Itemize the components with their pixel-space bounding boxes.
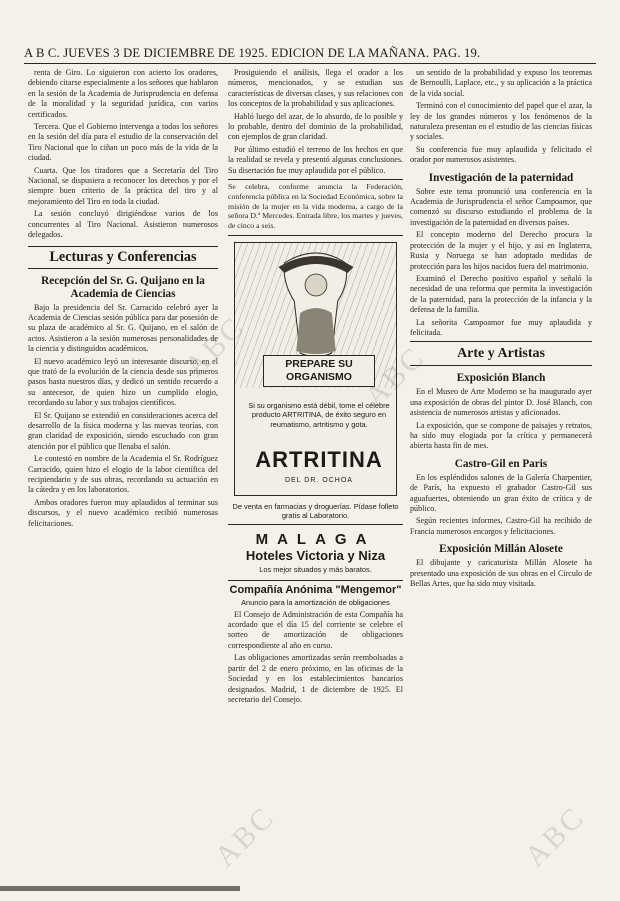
watermark: ABC — [208, 799, 282, 874]
notice-text: Se celebra, conforme anuncia la Federación, conferencia pública en la Sociedad Económica, sobre la misión de la mujer en la vida moderna, a cargo de la señora D.ª Mercedes. Entrada libre, los martes y jueves, de cinco a seis. — [228, 182, 403, 231]
header-rule — [24, 63, 596, 64]
column-1 — [28, 68, 218, 531]
divider — [228, 524, 403, 525]
ad-headline — [263, 355, 375, 387]
article-paragraph: Prosiguiendo el análisis, llega el orador a los números, mencionados, y se estudian sus características de diversas clases, y sus relaciones con los conceptos de la probabilidad y sus aplicaciones. — [228, 68, 403, 109]
article-paragraph: En los espléndidos salones de la Galería Charpentier, de París, ha expuesto el grabador Castro-Gil sus aguafuertes, obteniendo un gran éxito de crítica y de público. — [410, 472, 592, 513]
article-paragraph: un sentido de la probabilidad y expuso los teoremas de Bernoulli, Laplace, etc., y su aplicación a la práctica de la vida social. — [410, 68, 592, 98]
article-paragraph: En el Museo de Arte Moderno se ha inaugurado ayer una exposición de obras del pintor D. José Blanch, con asistencia de numerosos artistas y aficionados. — [410, 387, 592, 418]
hotel-ad-city: MALAGA — [255, 530, 376, 548]
article-paragraph: Su conferencia fue muy aplaudida y felicitado el orador por numerosos asistentes. — [410, 144, 592, 165]
article-paragraph: Cuarta. Que los tiradores que a Secretaría del Tiro Nacional, se dispusiera a reconocer los derechos y por el siempre buen criterio de la práctica del tiro y al mejoramiento del Tiro en toda la ciudad. — [28, 165, 218, 206]
article-paragraph: Por último estudió el terreno de los hechos en que la realidad se revela y presentó algunas conclusiones. Su disertación fue muy aplaudida por el público. — [228, 144, 403, 175]
article-title: Exposición Millán Alosete — [439, 543, 563, 556]
article-title: Recepción del Sr. G. Quijano en la Academia de Ciencias — [41, 274, 205, 300]
company-notice-title: Compañía Anónima "Mengemor" — [228, 580, 403, 596]
ad-brand-name: ARTRITINA — [255, 447, 383, 473]
company-notice-paragraph: El Consejo de Administración de esta Compañía ha acordado que el día 15 del corriente se celebre el sorteo de amortización de obligaciones correspondiente al año en curso. — [228, 609, 403, 650]
article-paragraph: La señorita Campoamor fue muy aplaudida y felicitada. — [410, 317, 592, 337]
article-paragraph: El dibujante y caricaturista Millán Alosete ha presentado una exposición de sus obras en el Círculo de Bellas Artes, que ha sido muy visitada. — [410, 558, 592, 589]
article-paragraph: Habló luego del azar, de lo absurdo, de lo posible y lo probable, dentro del dominio de la probabilidad, con ejemplos de gran claridad. — [228, 111, 403, 142]
watermark: ABC — [178, 309, 252, 384]
hotel-ad-title: Hoteles Victoria y Niza — [245, 547, 386, 563]
ad-headline-line-2: ORGANISMO — [286, 371, 352, 384]
ad-maker: DEL DR. OCHOA — [285, 477, 353, 485]
ad-caption: De venta en farmacias y droguerías. Pídase folleto gratis al Laboratorio. — [232, 502, 399, 521]
article-paragraph: Según recientes informes, Castro-Gil ha recibido de Francia numerosos encargos y felicitaciones. — [410, 516, 592, 536]
hotel-ad-subtitle: Los mejor situados y más baratos. — [259, 564, 372, 574]
article-paragraph: Terminó con el conocimiento del papel que el azar, la ley de los grandes números y los fenómenos de la naturaleza presentan en el estudio de las ciencias físicas y sociales. — [410, 101, 592, 142]
ad-headline-line-1: PREPARE SU — [285, 358, 353, 371]
divider — [410, 365, 592, 366]
notice-box — [228, 179, 403, 236]
article-paragraph: Le contestó en nombre de la Academia el Sr. Rodríguez Carracido, quien hizo el elogio de la labor científica del recipiendario y de sus obras, recordando su actuación en la cátedra y en los laboratorios. — [28, 454, 218, 495]
article-paragraph: Bajo la presidencia del Sr. Carracido celebró ayer la Academia de Ciencias sesión pública para dar posesión de su plaza de académico al Sr. G. Quijano, en el salón de actos. Asistieron a la sesión numerosas personalidades de la ciencia y distinguidos académicos. — [28, 302, 218, 354]
article-paragraph: El concepto moderno del Derecho procura la protección de la mujer y el hijo, y así en Inglaterra, Rusia y Noruega se han adoptado medidas de protección para los hijos nacidos fuera del matrimonio. — [410, 230, 592, 271]
article-paragraph: renta de Giro. Lo siguieron con acierto los oradores, debiendo citarse especialmente a los señores que hablaron en la sesión de la Academia de Jurisprudencia en defensa de la moralidad y la seguridad jurídica, con varios certificados. — [28, 68, 218, 119]
section-title: Lecturas y Conferencias — [28, 246, 218, 269]
article-paragraph: Tercera. Que el Gobierno intervenga a todos los señores en la sesión del día para el estudio de la conservación del Tiro Nacional que lo ciñan un poco más de la vida de la ciudad. — [28, 122, 218, 163]
artritina-advertisement — [234, 242, 397, 496]
article-paragraph: Examinó el Derecho positivo español y señaló la necesidad de una reforma que permita la investigación de la paternidad, para la protección de la infancia y la defensa de la familia. — [410, 273, 592, 315]
scan-edge-strip — [0, 884, 240, 894]
article-title: Exposición Blanch — [456, 372, 546, 385]
article-paragraph: Sobre este tema pronunció una conferencia en la Academia de Jurisprudencia el señor Campoamor, que comenzó su discurso estudiando el problema de la investigación de la paternidad en diversos países. — [410, 186, 592, 227]
article-paragraph: Ambos oradores fueron muy aplaudidos al terminar sus discursos, y el nuevo académico recibió numerosas felicitaciones. — [28, 497, 218, 528]
ad-body-text: Si su organismo está débil, tome el célebre producto ARTRITINA, de éxito seguro en reumatismo, artritismo y gota. — [248, 401, 390, 429]
article-paragraph: La exposición, que se compone de paisajes y retratos, ha sido muy elogiada por la crítica y permanecerá abierta hasta fin de mes. — [410, 420, 592, 451]
article-paragraph: El nuevo académico leyó un interesante discurso, en el que trató de la evolución de la ciencia desde sus primeros pasos hasta nuestros días, y dedicó un sentido recuerdo a su antecesor, de quien hizo un cumplido elogio, recordando su labor y sus trabajos científicos. — [28, 356, 218, 408]
column-3 — [410, 68, 592, 591]
article-title: Castro-Gil en Paris — [454, 457, 548, 470]
company-notice-subtitle: Anuncio para la amortización de obligaciones — [241, 598, 390, 608]
page-header: A B C. JUEVES 3 DE DICIEMBRE DE 1925. EDICION DE LA MAÑANA. PAG. 19. — [24, 46, 481, 60]
article-paragraph: La sesión concluyó dirigiéndose varios de los concurrentes al Tiro Nacional. Asistieron numerosos delegados. — [28, 209, 218, 240]
divider — [410, 341, 592, 342]
section-title: Arte y Artistas — [457, 346, 545, 362]
article-paragraph: El Sr. Quijano se extendió en consideraciones acerca del desarrollo de la física moderna y las nuevas teorías, con gran claridad de exposición, siendo escuchado con gran atención por el público que llenaba el salón. — [28, 410, 218, 451]
column-2 — [228, 68, 403, 707]
watermark: ABC — [518, 799, 592, 874]
article-title: Investigación de la paternidad — [428, 171, 574, 184]
company-notice-paragraph: Las obligaciones amortizadas serán reembolsadas a partir del 2 de enero próximo, en las oficinas de la Sociedad y en los establecimientos bancarios designados. Madrid, 1 de diciembre de 1925. El secretario del Consejo. — [228, 653, 403, 704]
